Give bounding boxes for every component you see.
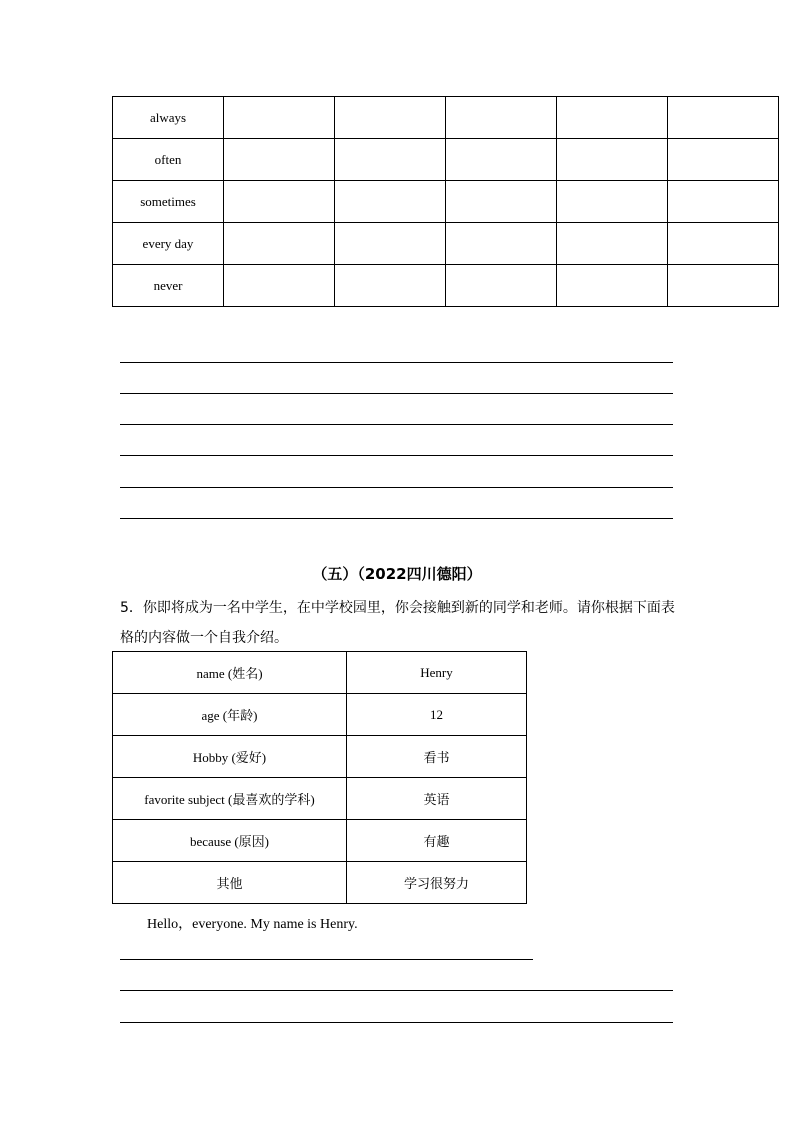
- blank-cell[interactable]: [557, 181, 668, 223]
- blank-cell[interactable]: [446, 181, 557, 223]
- blank-cell[interactable]: [335, 97, 446, 139]
- blank-cell[interactable]: [557, 223, 668, 265]
- table-row: [113, 97, 779, 139]
- field-value: 学习很努力: [347, 862, 527, 904]
- section-title: （五）（2022四川德阳）: [312, 565, 482, 583]
- self-intro-table: [112, 651, 527, 904]
- table-row: [113, 181, 779, 223]
- field-label: age (年龄): [113, 694, 347, 736]
- field-label: name (姓名): [113, 652, 347, 694]
- blank-cell[interactable]: [557, 265, 668, 307]
- field-label: favorite subject (最喜欢的学科): [113, 778, 347, 820]
- blank-cell[interactable]: [335, 181, 446, 223]
- row-label: never: [113, 265, 224, 307]
- table-row: [113, 694, 527, 736]
- blank-cell[interactable]: [557, 139, 668, 181]
- table-row: [113, 820, 527, 862]
- frequency-table: [112, 96, 779, 307]
- field-value: 有趣: [347, 820, 527, 862]
- blank-cell[interactable]: [446, 223, 557, 265]
- blank-cell[interactable]: [668, 97, 779, 139]
- question-number: 5．: [120, 600, 143, 616]
- field-label: 其他: [113, 862, 347, 904]
- writing-line[interactable]: [120, 959, 533, 960]
- writing-line[interactable]: [120, 990, 673, 991]
- writing-line[interactable]: [120, 487, 673, 488]
- question-text: 你即将成为一名中学生，在中学校园里，你会接触到新的同学和老师。请你根据下面表格的内容做一个自我介绍。: [120, 600, 675, 646]
- table-row: [113, 862, 527, 904]
- field-value: 12: [347, 694, 527, 736]
- blank-cell[interactable]: [224, 265, 335, 307]
- blank-cell[interactable]: [335, 223, 446, 265]
- blank-cell[interactable]: [668, 265, 779, 307]
- writing-line[interactable]: [120, 455, 673, 456]
- table-row: [113, 736, 527, 778]
- table-row: [113, 223, 779, 265]
- writing-line[interactable]: [120, 362, 673, 363]
- blank-cell[interactable]: [224, 223, 335, 265]
- row-label: always: [113, 97, 224, 139]
- writing-line[interactable]: [120, 393, 673, 394]
- writing-line[interactable]: [120, 518, 673, 519]
- writing-line[interactable]: [120, 424, 673, 425]
- field-label: because (原因): [113, 820, 347, 862]
- blank-cell[interactable]: [668, 223, 779, 265]
- table-row: [113, 265, 779, 307]
- table-row: [113, 139, 779, 181]
- blank-cell[interactable]: [668, 181, 779, 223]
- essay-opening: Hello，everyone. My name is Henry.: [147, 917, 358, 932]
- blank-cell[interactable]: [668, 139, 779, 181]
- field-value: 看书: [347, 736, 527, 778]
- blank-cell[interactable]: [446, 139, 557, 181]
- blank-cell[interactable]: [224, 97, 335, 139]
- question-prompt: [120, 593, 680, 653]
- blank-cell[interactable]: [224, 139, 335, 181]
- table-row: [113, 652, 527, 694]
- field-value: Henry: [347, 652, 527, 694]
- row-label: every day: [113, 223, 224, 265]
- blank-cell[interactable]: [446, 97, 557, 139]
- blank-cell[interactable]: [335, 139, 446, 181]
- field-label: Hobby (爱好): [113, 736, 347, 778]
- row-label: often: [113, 139, 224, 181]
- writing-line[interactable]: [120, 1022, 673, 1023]
- table-row: [113, 778, 527, 820]
- blank-cell[interactable]: [335, 265, 446, 307]
- blank-cell[interactable]: [557, 97, 668, 139]
- field-value: 英语: [347, 778, 527, 820]
- blank-cell[interactable]: [446, 265, 557, 307]
- blank-cell[interactable]: [224, 181, 335, 223]
- row-label: sometimes: [113, 181, 224, 223]
